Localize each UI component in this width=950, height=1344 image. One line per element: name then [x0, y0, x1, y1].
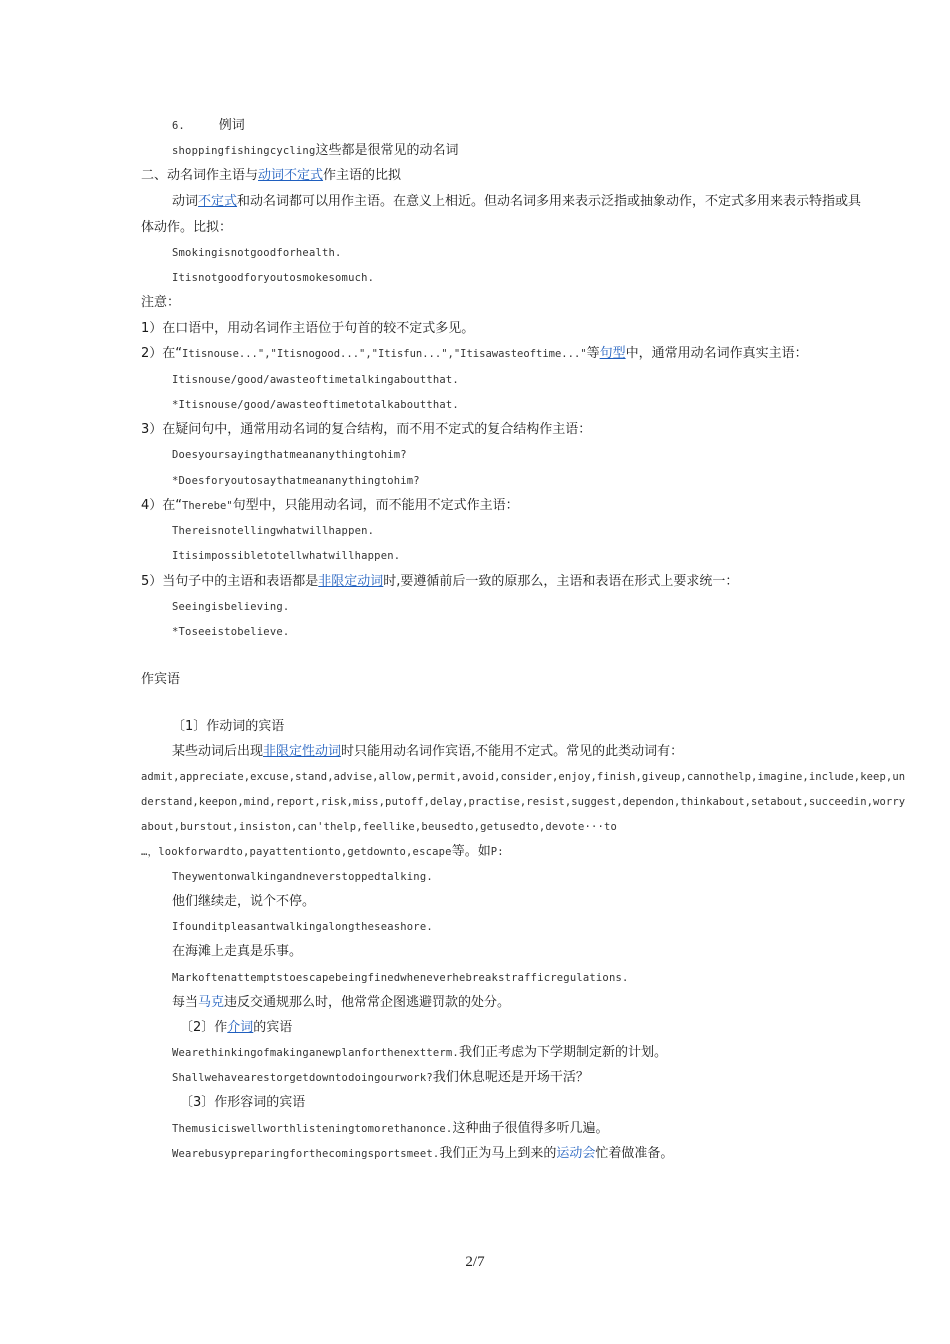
paragraph-text: 和动名词都可以用作主语。在意义上相近。但动名词多用来表示泛指或抽象动作，不定式多用来表示特指或具: [237, 194, 862, 209]
english-text: Shallwehavearestorgetdowntodoingourwork?: [172, 1072, 433, 1084]
subsection-heading: [180, 1019, 292, 1037]
verb-list-line: [141, 818, 617, 836]
example-sentence: [172, 472, 420, 490]
link-infinitive-2[interactable]: 不定式: [198, 194, 238, 209]
verb-list-line: [141, 843, 504, 861]
heading-text: 〔1〕作动词的宾语: [172, 719, 285, 734]
example-sentence: [172, 623, 289, 641]
english-text: Seeingisbelieving.: [172, 601, 290, 613]
heading-text: 〔2〕作: [180, 1020, 228, 1035]
note-text: 5）当句子中的主语和表语都是: [141, 574, 319, 589]
english-text: shoppingfishingcycling: [172, 145, 316, 157]
example-sentence: [172, 918, 433, 936]
paragraph-line: [141, 219, 232, 237]
chinese-text: 这种曲子很值得多听几遍。: [452, 1121, 609, 1136]
translation: [172, 893, 315, 911]
heading-text: 二、动名词作主语与: [141, 168, 259, 183]
chinese-text: 我们休息呢还是开场干活？: [432, 1070, 589, 1085]
example-sentence: [172, 969, 629, 987]
heading-text: 〔3〕作形容词的宾语: [180, 1095, 306, 1110]
section-heading: [141, 167, 401, 185]
chinese-text: 违反交通规那么时，他常常企图逃避罚款的处分。: [224, 995, 511, 1010]
note-item-5: [141, 573, 738, 591]
english-text: Markoftenattemptstoescapebeingfinedwheneverhebreakstrafficregulations.: [172, 972, 629, 984]
list-number: 6.: [172, 120, 185, 132]
example-sentence: [172, 522, 374, 540]
note-item-2: [141, 345, 808, 363]
chinese-text: 他们继续走，说个不停。: [172, 894, 316, 909]
example-sentence: [172, 244, 342, 262]
example-sentence: [172, 1044, 667, 1062]
english-text: Therebe": [182, 500, 233, 512]
english-text: Ifounditpleasantwalkingalongtheseashore.: [172, 921, 433, 933]
list-item-6: [172, 117, 245, 135]
heading-text: 作宾语: [141, 672, 181, 687]
english-text: admit,appreciate,excuse,stand,advise,allow,permit,avoid,consider,enjoy,finish,giveup,cannothelp,imagine,include,keep,un: [141, 771, 906, 783]
example-sentence: [172, 396, 459, 414]
english-text: Wearethinkingofmakinganewplanforthenextterm.: [172, 1047, 459, 1059]
note-item-1: [141, 320, 474, 338]
note-text: 3）在疑问句中，通常用动名词的复合结构，而不用不定式的复合结构作主语：: [141, 422, 592, 437]
example-words-line: [172, 142, 459, 160]
english-text: Themusiciswellworthlisteningtomorethanonce.: [172, 1123, 453, 1135]
example-sentence: [172, 868, 433, 886]
example-sentence: [172, 1069, 589, 1087]
english-text: Itisimpossibletotellwhatwillhappen.: [172, 550, 401, 562]
example-sentence: [172, 269, 374, 287]
note-text: 句型中，只能用动名词，而不能用不定式作主语：: [232, 498, 519, 513]
chinese-text: 这些都是很常见的动名词: [315, 143, 459, 158]
note-text: 1）在口语中，用动名词作主语位于句首的较不定式多见。: [141, 321, 475, 336]
verb-list-line: [141, 793, 905, 811]
subsection-heading: [172, 718, 284, 736]
link-infinitive[interactable]: 动词不定式: [258, 168, 324, 183]
subsection-heading: [180, 1094, 305, 1112]
english-text: *Toseeistobelieve.: [172, 626, 290, 638]
english-text: derstand,keepon,mind,report,risk,miss,putoff,delay,practise,resist,suggest,dependon,thinkabout,setabout,succeedin,worry: [141, 796, 906, 808]
english-text: Itisnotgoodforyoutosmokesomuch.: [172, 272, 375, 284]
chinese-text: 等。如: [451, 844, 491, 859]
list-text: 例词: [218, 118, 245, 133]
heading-text: 作主语的比拟: [323, 168, 402, 183]
link-sports-meet[interactable]: 运动会: [556, 1146, 596, 1161]
paragraph-line: [172, 743, 683, 761]
note-text: 时,要遵循前后一致的原那么，主语和表语在形式上要求统一：: [383, 574, 739, 589]
paragraph-text: 动词: [172, 194, 199, 209]
translation: [172, 994, 510, 1012]
english-text: Smokingisnotgoodforhealth.: [172, 247, 342, 259]
example-sentence: [172, 371, 459, 389]
example-sentence: [172, 1120, 608, 1138]
verb-list-line: [141, 768, 905, 786]
note-text: 注意：: [141, 295, 181, 310]
link-sentence-pattern[interactable]: 句型: [599, 346, 626, 361]
chinese-text: 在海滩上走真是乐事。: [172, 944, 303, 959]
note-heading: [141, 294, 180, 312]
english-text: Theywentonwalkingandneverstoppedtalking.: [172, 871, 433, 883]
english-text: Itisnouse/good/awasteoftimetalkingaboutthat.: [172, 374, 459, 386]
chinese-text: 忙着做准备。: [595, 1146, 674, 1161]
chinese-text: 每当: [172, 995, 199, 1010]
link-nonfinite-verb-2[interactable]: 非限定性动词: [263, 744, 342, 759]
paragraph-text: 时只能用动名词作宾语,不能用不定式。常见的此类动词有：: [341, 744, 684, 759]
heading-text: 的宾语: [253, 1020, 293, 1035]
note-text: 中，通常用动名词作真实主语：: [625, 346, 808, 361]
chinese-text: 我们正考虑为下学期制定新的计划。: [458, 1045, 667, 1060]
note-text: 2）在“: [141, 346, 183, 361]
note-item-4: [141, 497, 519, 515]
english-text: Wearebusypreparingforthecomingsportsmeet.: [172, 1148, 440, 1160]
note-item-3: [141, 421, 591, 439]
example-sentence: [172, 1145, 673, 1163]
paragraph-text: 某些动词后出现: [172, 744, 264, 759]
chinese-text: 我们正为马上到来的: [439, 1146, 557, 1161]
english-text: *Itisnouse/good/awasteoftimetotalkaboutthat.: [172, 399, 459, 411]
example-sentence: [172, 547, 400, 565]
paragraph-line: [172, 193, 861, 211]
link-preposition[interactable]: 介词: [227, 1020, 254, 1035]
link-mark[interactable]: 马克: [198, 995, 225, 1010]
example-sentence: [172, 446, 407, 464]
paragraph-text: 体动作。比拟：: [141, 220, 233, 235]
english-text: Itisnouse...","Itisnogood...","Itisfun...","Itisawasteoftime...": [182, 348, 587, 360]
page-number: 2/7: [465, 1254, 485, 1270]
english-text: P:: [490, 846, 504, 858]
section-heading-object: [141, 671, 180, 689]
example-sentence: [172, 598, 289, 616]
english-text: about,burstout,insiston,can'thelp,feellike,beusedto,getusedto,devote···to: [141, 821, 618, 833]
english-text: Thereisnotellingwhatwillhappen.: [172, 525, 375, 537]
link-nonfinite-verb[interactable]: 非限定动词: [318, 574, 384, 589]
english-text: *Doesforyoutosaythatmeananythingtohim?: [172, 475, 420, 487]
note-text: 等: [586, 346, 600, 361]
translation: [172, 943, 302, 961]
english-text: …，lookforwardto,payattentionto,getdownto,escape: [141, 846, 452, 858]
english-text: Doesyoursayingthatmeananythingtohim?: [172, 449, 407, 461]
note-text: 4）在“: [141, 498, 183, 513]
